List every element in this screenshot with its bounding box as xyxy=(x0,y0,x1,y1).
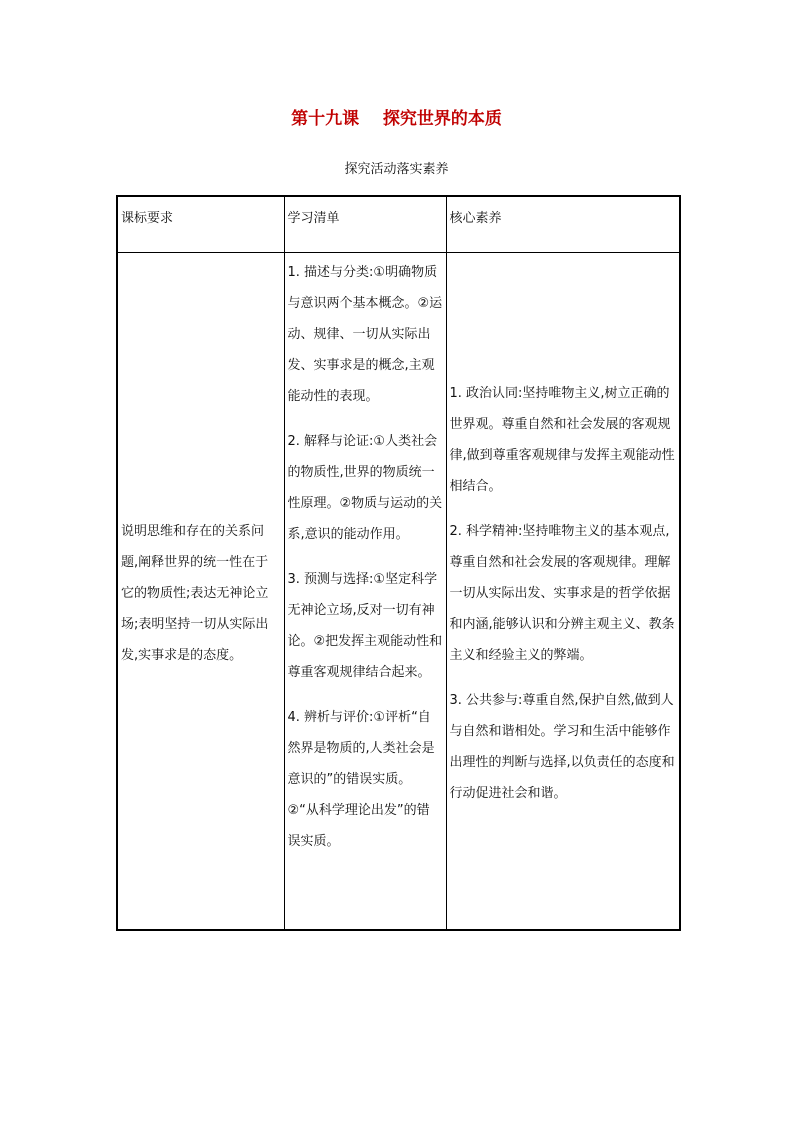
study-item: 1. 描述与分类:①明确物质与意识两个基本概念。②运动、规律、一切从实际出发、实事求是的概念,主观能动性的表现。 xyxy=(287,265,443,404)
study-item: 4. 辨析与评价:①评析“自然界是物质的,人类社会是意识的”的错误实质。②“从科学理论出发”的错误实质。 xyxy=(287,710,435,849)
header-literacy: 核心素养 xyxy=(446,196,680,253)
table-body-row xyxy=(117,253,680,931)
study-list-cell xyxy=(284,253,446,931)
header-requirement: 课标要求 xyxy=(117,196,284,253)
requirement-text: 说明思维和存在的关系问题,阐释世界的统一性在于它的物质性;表达无神论立场;表明坚持一切从实际出发,实事求是的态度。 xyxy=(121,523,269,663)
literacy-item: 3. 公共参与:尊重自然,保护自然,做到人与自然和谐相处。学习和生活中能够作出理性的判断与选择,以负责任的态度和行动促进社会和谐。 xyxy=(449,692,675,801)
literacy-cell xyxy=(446,253,680,931)
lesson-title: 第十九课 探究世界的本质 xyxy=(291,109,502,129)
header-study-list: 学习清单 xyxy=(284,196,446,253)
curriculum-table xyxy=(116,195,681,931)
section-subtitle: 探究活动落实素养 xyxy=(344,162,449,177)
study-item: 3. 预测与选择:①坚定科学无神论立场,反对一切有神论。②把发挥主观能动性和尊重客观规律结合起来。 xyxy=(287,572,443,680)
table-header-row xyxy=(117,196,680,253)
requirement-cell xyxy=(117,253,284,931)
literacy-item: 1. 政治认同:坚持唯物主义,树立正确的世界观。尊重自然和社会发展的客观规律,做到尊重客观规律与发挥主观能动性相结合。 xyxy=(449,385,675,494)
literacy-item: 2. 科学精神:坚持唯物主义的基本观点,尊重自然和社会发展的客观规律。理解一切从实际出发、实事求是的哲学依据和内涵,能够认识和分辨主观主义、教条主义和经验主义的弊端。 xyxy=(449,523,675,663)
study-item: 2. 解释与论证:①人类社会的物质性,世界的物质统一性原理。②物质与运动的关系,意识的能动作用。 xyxy=(287,434,443,542)
